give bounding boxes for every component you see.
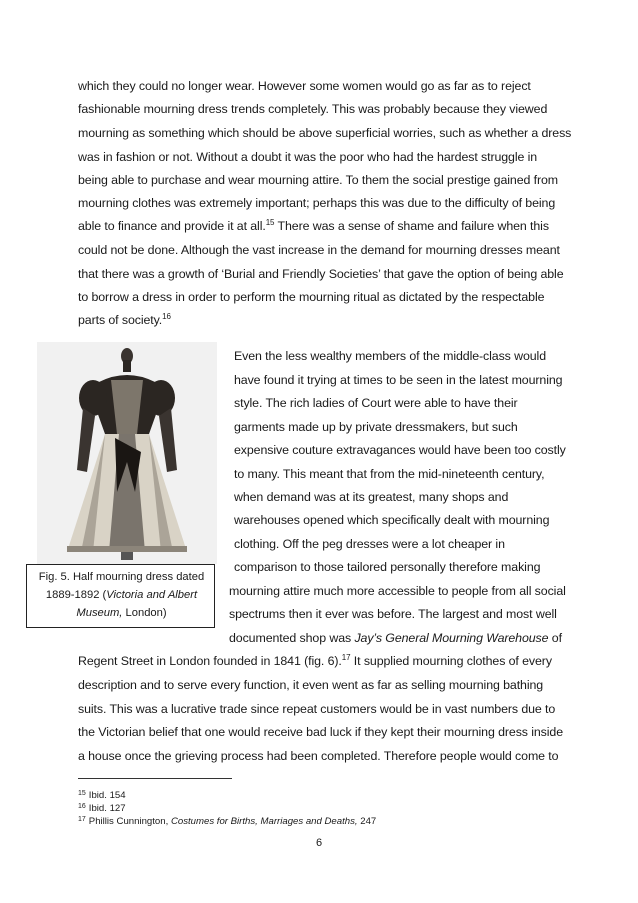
body-line: style. The rich ladies of Court were able to have their (234, 396, 518, 410)
body-text: Regent Street in London founded in 1841 (fig. 6). (78, 654, 342, 668)
body-line (78, 653, 552, 669)
body-line: when demand was at its greatest, many shops and (234, 490, 509, 504)
footnote-ref-17: 17 (341, 653, 351, 662)
footnote-ref-15: 15 (265, 218, 275, 227)
body-line (78, 312, 171, 328)
footnote-text: Ibid. 154 (88, 790, 126, 801)
mourning-dress-photo (37, 342, 217, 564)
body-line: fashionable mourning dress trends completely. This was probably because they viewed (78, 102, 548, 116)
body-line: clothing. Off the peg dresses were a lot cheaper in (234, 537, 505, 551)
caption-italic: Victoria and Albert (106, 589, 198, 601)
footnote-number: 16 (78, 803, 86, 810)
footnote-italic: Costumes for Births, Marriages and Deaths, (170, 816, 358, 827)
body-line: expensive couture extravagances would have been too costly (234, 443, 566, 457)
body-line: was in fashion or not. Without a doubt it was the poor who had the hardest struggle in (78, 150, 538, 164)
footnote-divider (78, 778, 232, 779)
footnote-number: 17 (78, 816, 86, 823)
footnote-text: 247 (357, 816, 377, 827)
body-line: garments made up by private dressmakers, but such (234, 420, 518, 434)
body-text: There was a sense of shame and failure when this (274, 219, 549, 233)
page-number: 6 (315, 837, 323, 849)
caption-text: 1889-1892 ( (45, 589, 107, 601)
body-line: that there was a growth of ‘Burial and Friendly Societies’ that gave the option of being able (78, 267, 564, 281)
figure-caption (26, 564, 215, 628)
body-line: warehouses opened which specifically dealt with mourning (234, 513, 550, 527)
body-line: being able to purchase and wear mourning attire. To them the social prestige gained from (78, 173, 559, 187)
body-line: which they could no longer wear. However some women would go as far as to reject (78, 79, 531, 93)
body-text: It supplied mourning clothes of every (350, 654, 552, 668)
footnote-text: Phillis Cunnington, (88, 816, 171, 827)
body-line: mourning attire much more accessible to people from all social (229, 584, 566, 598)
body-line: comparison to those tailored personally therefore making (234, 560, 541, 574)
footnote-ref-16: 16 (162, 312, 171, 321)
caption-italic: Museum, (76, 607, 123, 619)
body-line: suits. This was a lucrative trade since repeat customers would be in vast numbers due to (78, 702, 556, 716)
body-line: mourning as something which should be above superficial worries, such as whether a dress (78, 126, 572, 140)
body-line: spectrums then it ever was before. The largest and most well (229, 607, 557, 621)
body-line: description and to serve every function, it even went as far as selling mourning bathing (78, 678, 544, 692)
body-line: have found it trying at times to be seen in the latest mourning (234, 373, 563, 387)
body-line: Even the less wealthy members of the middle-class would (234, 349, 546, 363)
body-text: able to finance and provide it at all. (78, 219, 266, 233)
footnote-16 (78, 801, 126, 815)
body-line (78, 218, 549, 234)
shop-name: Jay’s General Mourning Warehouse (354, 631, 549, 645)
footnote-text: Ibid. 127 (88, 803, 126, 814)
body-line: to borrow a dress in order to perform the mourning ritual as dictated by the respectable (78, 290, 545, 304)
body-line: could not be done. Although the vast increase in the demand for mourning dresses meant (78, 243, 560, 257)
footnote-15 (78, 788, 126, 802)
footnote-17 (78, 814, 376, 828)
body-text: parts of society. (78, 313, 163, 327)
caption-line (27, 606, 216, 620)
body-text: documented shop was (229, 631, 355, 645)
body-line (229, 630, 562, 646)
caption-line (27, 588, 216, 602)
body-line: to many. This meant that from the mid-nineteenth century, (234, 467, 545, 481)
footnote-number: 15 (78, 790, 86, 797)
body-line: the Victorian belief that one would receive bad luck if they kept their mourning dress inside (78, 725, 564, 739)
caption-line: Fig. 5. Half mourning dress dated (38, 571, 205, 583)
body-line: a house once the grieving process had been completed. Therefore people would come to (78, 749, 559, 763)
body-line: mourning clothes was extremely important; perhaps this was due to the difficulty of being (78, 196, 556, 210)
body-text: of (548, 631, 562, 645)
caption-text: London) (122, 607, 167, 619)
